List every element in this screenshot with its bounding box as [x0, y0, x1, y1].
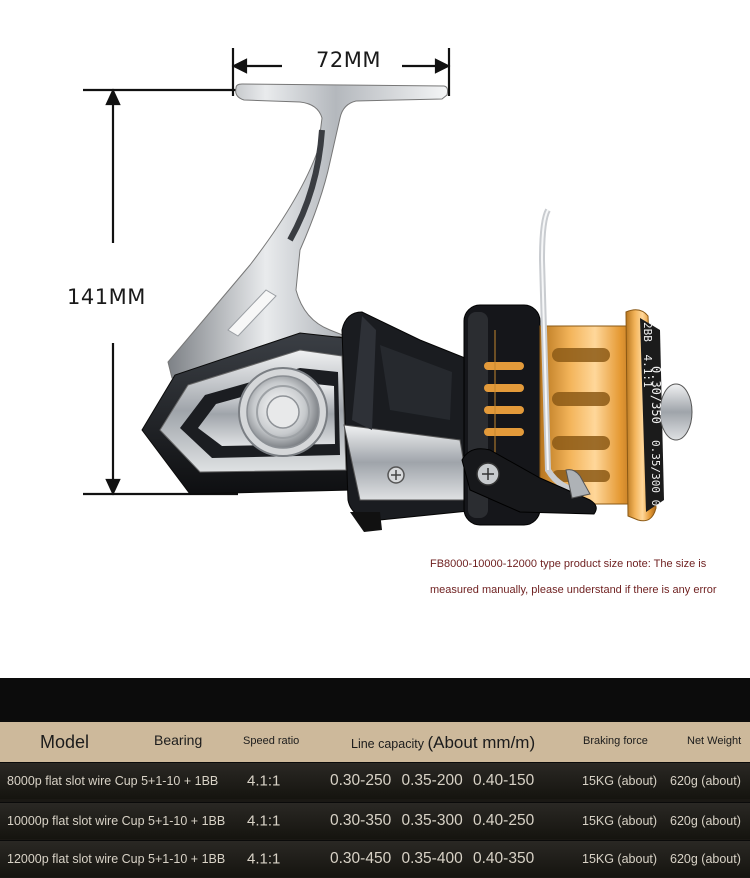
row-braking-force: 15KG (about): [582, 774, 658, 788]
spool-capacity-1: 0.30/350: [649, 366, 663, 424]
height-dimension-label: 141MM: [67, 285, 146, 309]
row-speed-ratio: 4.1:1: [247, 850, 281, 868]
row-braking-force: 15KG (about): [582, 852, 658, 866]
header-speed-ratio: Speed ratio: [243, 735, 300, 747]
row-net-weight: 620g (about): [670, 852, 741, 866]
row-braking-force: 15KG (about): [582, 814, 658, 828]
row-speed-ratio: 4.1:1: [247, 772, 281, 790]
table-row: [0, 762, 750, 799]
header-line-capacity: [351, 733, 535, 753]
row-model: 12000p flat slot wire Cup 5+1-10 + 1BB: [7, 852, 226, 866]
header-braking-force: Braking force: [583, 735, 648, 747]
drag-knob: [239, 368, 327, 456]
row-speed-ratio: 4.1:1: [247, 812, 281, 830]
header-bearing: Bearing: [154, 732, 203, 748]
size-note-line-1: FB8000-10000-12000 type product size note: The size is: [430, 558, 707, 570]
row-model: 8000p flat slot wire Cup 5+1-10 + 1BB: [7, 774, 219, 788]
width-dimension-label: 72MM: [316, 48, 381, 72]
table-row: [0, 840, 750, 877]
row-line-capacity: 0.30-250 0.35-200 0.40-150: [330, 772, 535, 789]
section-divider-band: [0, 678, 750, 722]
header-line-capacity-unit: (About mm/m): [427, 733, 536, 752]
header-line-capacity-prefix: Line capacity: [351, 737, 424, 751]
row-line-capacity: 0.30-450 0.35-400 0.40-350: [330, 850, 535, 867]
spool-bb-text: 2BB: [641, 322, 654, 342]
row-model: 10000p flat slot wire Cup 5+1-10 + 1BB: [7, 814, 226, 828]
spool-capacity-2: 0.35/300 0: [649, 440, 662, 507]
row-net-weight: 620g (about): [670, 814, 741, 828]
size-note-line-2: measured manually, please understand if there is any error: [430, 584, 717, 596]
spool-ratio-text: 4.1:1: [641, 354, 654, 388]
header-net-weight: Net Weight: [687, 735, 742, 747]
row-line-capacity: 0.30-350 0.35-300 0.40-250: [330, 812, 535, 829]
row-net-weight: 620g (about): [670, 774, 741, 788]
spec-table-header: [0, 722, 750, 762]
spec-table: [0, 722, 750, 878]
table-row: [0, 802, 750, 839]
header-model: Model: [40, 732, 90, 752]
